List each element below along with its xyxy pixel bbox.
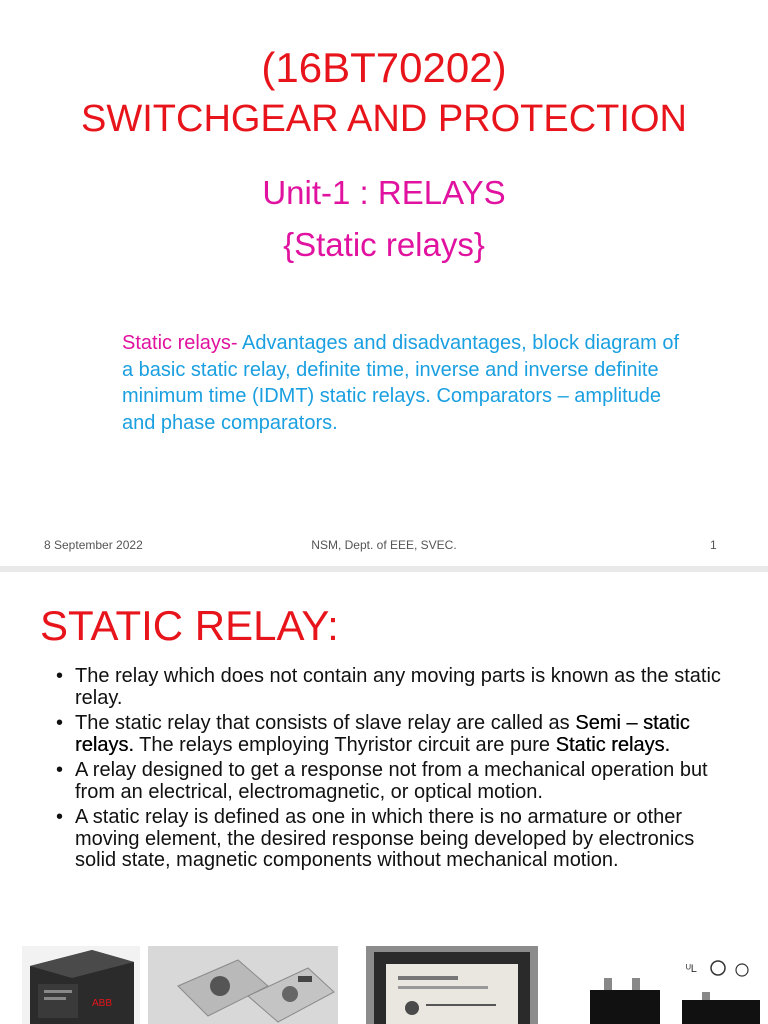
pcb-relay-photo xyxy=(570,956,760,1024)
relay-modules-photo xyxy=(148,946,338,1024)
bullet-item xyxy=(54,666,734,709)
topic-heading: {Static relays} xyxy=(283,226,485,263)
course-code: (16BT70202) xyxy=(261,44,507,91)
bullet-item xyxy=(54,760,734,803)
brand-label: ABB xyxy=(92,998,113,1009)
unit-heading: Unit-1 : RELAYS xyxy=(262,174,506,211)
bullet-text: A relay designed to get a response not from a mechanical operation but from an electrical, electromagnetic, or optical motion. xyxy=(75,759,708,803)
syllabus-text xyxy=(122,330,682,436)
subject-title: SWITCHGEAR AND PROTECTION xyxy=(81,98,687,140)
bullet-item xyxy=(54,713,734,756)
bullet-text: The relays employing Thyristor circuit are pure xyxy=(133,733,556,756)
footer-department: NSM, Dept. of EEE, SVEC. xyxy=(311,538,457,552)
bullet-text: The relay which does not contain any moving parts is known as the static relay. xyxy=(75,665,721,709)
panel-relay-photo xyxy=(366,946,538,1024)
bullet-text: The static relay that consists of slave relay are called as xyxy=(75,712,576,734)
ul-mark-icon: ᵁL xyxy=(686,963,697,975)
bullet-emphasis: Static relays. xyxy=(555,733,671,756)
footer-page-number: 1 xyxy=(710,538,717,552)
bullet-list xyxy=(54,666,734,876)
bullet-text: A static relay is defined as one in which there is no armature or other moving element, the desired response being developed by electronics solid state, magnetic components without mechanical motion. xyxy=(75,806,695,871)
syllabus-body: Advantages and disadvantages, block diagram of a basic static relay, definite time, inverse and inverse definite minimum time (IDMT) static relays. Comparators – amplitude and phase comparators. xyxy=(122,332,679,434)
solid-state-relay-photo xyxy=(22,946,140,1024)
syllabus-lead: Static relays- xyxy=(122,332,238,354)
bullet-item xyxy=(54,807,734,872)
bullet-emphasis: Semi – static relays. xyxy=(75,712,690,756)
footer-date: 8 September 2022 xyxy=(44,538,143,552)
slide-2-title: STATIC RELAY: xyxy=(40,602,339,649)
